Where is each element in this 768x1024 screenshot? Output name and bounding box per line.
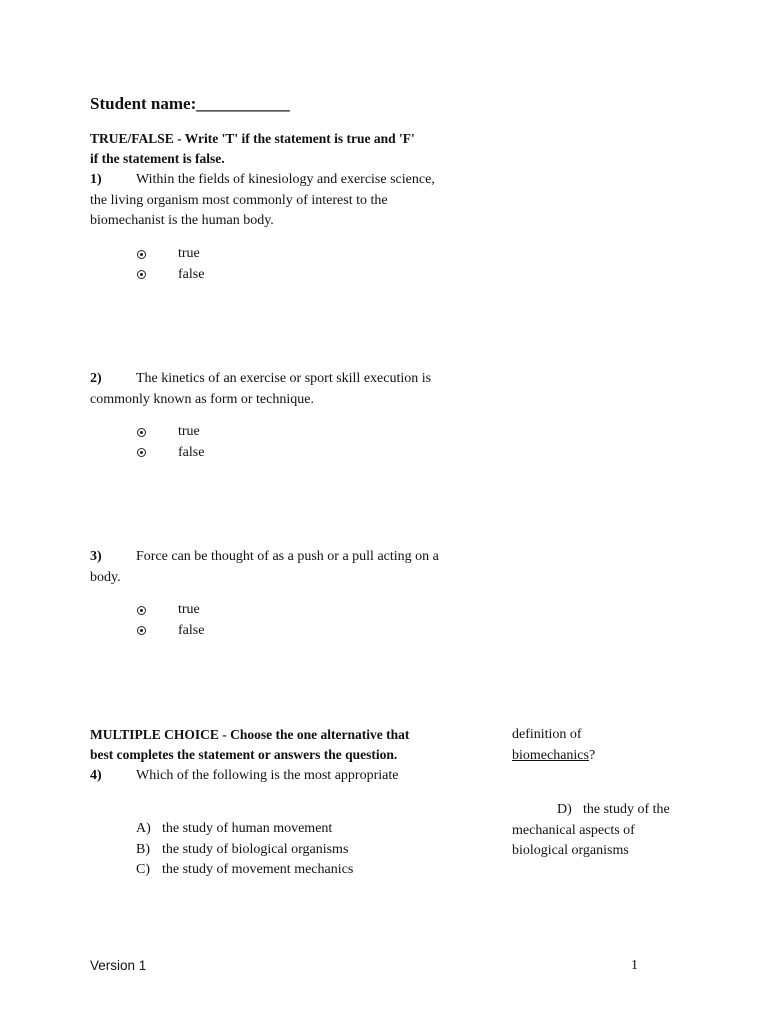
radio-icon[interactable] <box>137 250 146 259</box>
tf-instruction-line1: TRUE/FALSE - Write 'T' if the statement is true and 'F' <box>90 131 415 146</box>
option-true[interactable] <box>137 244 204 265</box>
question-3-options <box>137 600 204 641</box>
choice-text: the study of the <box>583 802 670 817</box>
mc-instruction-line2: best completes the statement or answers the question. <box>90 747 398 762</box>
question-text-line: Force can be thought of as a push or a pull acting on a <box>136 549 439 564</box>
choice-text: the study of movement mechanics <box>162 862 354 877</box>
question-4-stem-continued <box>512 725 595 766</box>
choice-c[interactable] <box>136 860 353 881</box>
question-2-options <box>137 422 204 463</box>
page-number: 1 <box>631 958 638 973</box>
choices-list <box>136 819 353 881</box>
option-label: true <box>178 424 200 440</box>
choice-text: the study of human movement <box>162 821 333 836</box>
question-punct: ? <box>588 747 596 763</box>
question-2 <box>90 369 431 410</box>
question-1-options <box>137 244 204 285</box>
option-false[interactable] <box>137 443 204 464</box>
question-number: 3) <box>90 549 102 564</box>
choice-letter: A) <box>136 821 151 836</box>
question-text-line: Which of the following is the most appropriate <box>136 768 399 783</box>
radio-icon[interactable] <box>137 428 146 437</box>
question-text-line: The kinetics of an exercise or sport skill execution is <box>136 371 432 386</box>
option-label: false <box>178 266 205 282</box>
choice-a[interactable] <box>136 819 353 840</box>
question-number: 2) <box>90 371 102 386</box>
question-number: 1) <box>90 172 102 187</box>
question-text-line: the living organism most commonly of interest to the <box>90 192 388 208</box>
choice-letter: C) <box>136 862 150 877</box>
term-biomechanics: biomechanics <box>512 747 589 763</box>
choice-text: biological organisms <box>512 843 629 858</box>
choice-text: mechanical aspects of <box>512 822 635 838</box>
question-text-line: commonly known as form or technique. <box>90 391 314 407</box>
student-name-field: Student name:___________ <box>90 94 290 113</box>
radio-icon[interactable] <box>137 448 146 457</box>
question-number: 4) <box>90 768 102 783</box>
tf-instruction-line2: if the statement is false. <box>90 151 225 166</box>
choice-text: the study of biological organisms <box>162 841 349 857</box>
option-false[interactable] <box>137 621 204 642</box>
choice-d[interactable] <box>512 800 670 862</box>
question-text-line: definition of <box>512 727 582 742</box>
question-4 <box>90 766 398 787</box>
question-3 <box>90 547 439 588</box>
option-label: true <box>178 602 200 618</box>
option-label: false <box>178 622 205 638</box>
option-true[interactable] <box>137 600 204 621</box>
choice-b[interactable] <box>136 840 353 861</box>
option-label: true <box>178 246 200 262</box>
radio-icon[interactable] <box>137 606 146 615</box>
choice-letter: D) <box>557 802 572 817</box>
question-text-line: body. <box>90 569 121 585</box>
radio-icon[interactable] <box>137 626 146 635</box>
option-false[interactable] <box>137 265 204 286</box>
question-1 <box>90 170 435 232</box>
option-true[interactable] <box>137 422 204 443</box>
mc-instruction-line1: MULTIPLE CHOICE - Choose the one alternative that <box>90 727 410 742</box>
option-label: false <box>178 444 205 460</box>
question-text-line: biomechanist is the human body. <box>90 213 274 228</box>
radio-icon[interactable] <box>137 270 146 279</box>
choice-letter: B) <box>136 841 150 857</box>
version-label: Version 1 <box>90 958 147 973</box>
question-text-line: Within the fields of kinesiology and exercise science, <box>136 172 435 187</box>
